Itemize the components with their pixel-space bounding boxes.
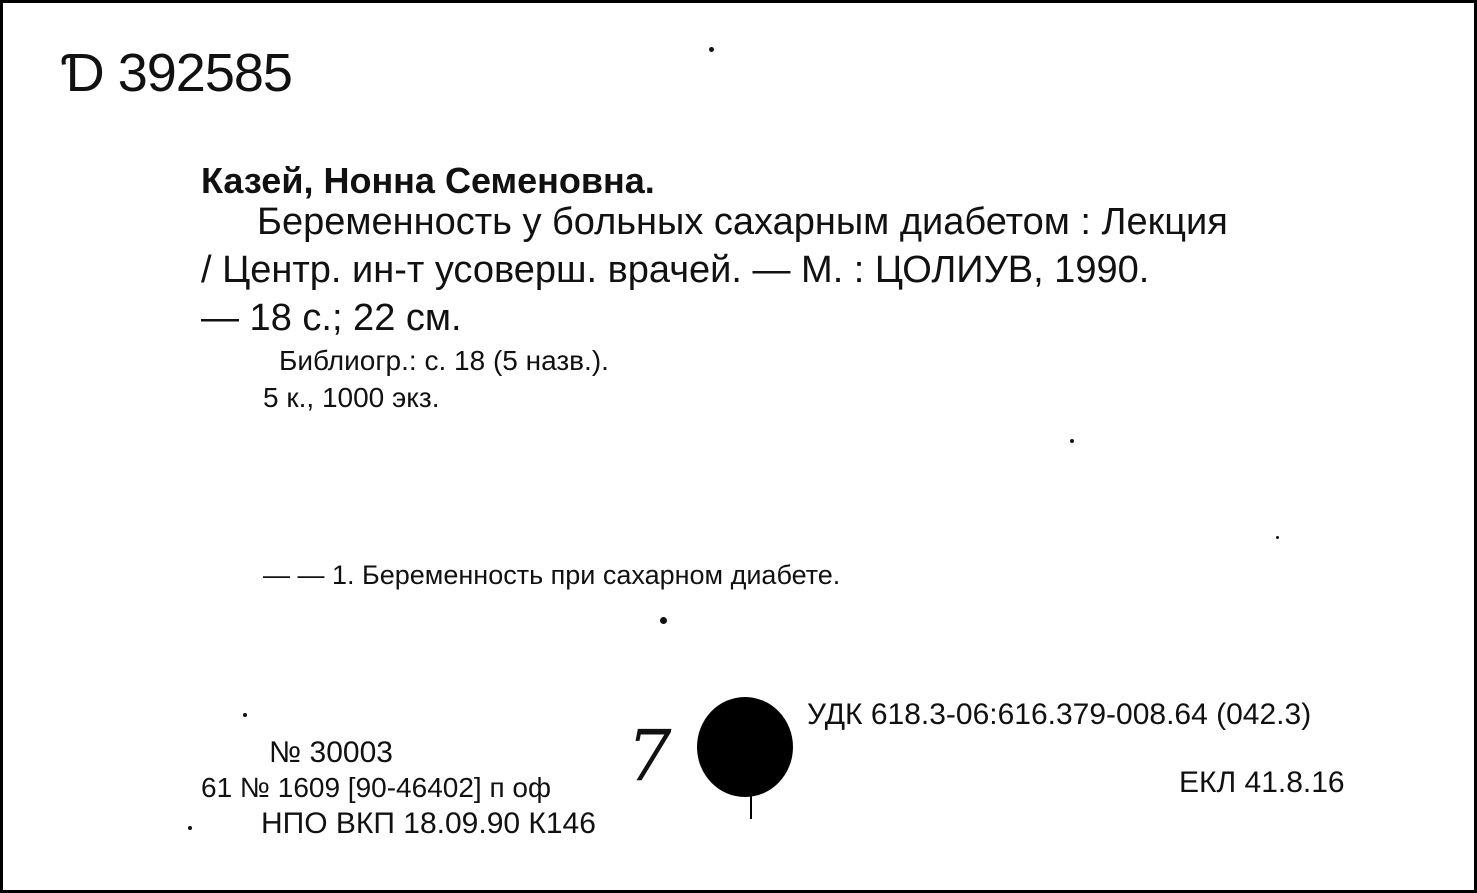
call-number: Ɗ 392585 bbox=[61, 43, 292, 103]
printer-line: НПО ВКП 18.09.90 К146 bbox=[261, 807, 596, 840]
punch-hole-icon bbox=[691, 693, 801, 833]
ekl-classification: ЕКЛ 41.8.16 bbox=[1179, 766, 1345, 799]
title-line-1: Беременность у больных сахарным диабетом : Лекция bbox=[257, 201, 1228, 243]
speck-mark bbox=[709, 47, 714, 52]
udk-classification: УДК 618.3-06:616.379-008.64 (042.3) bbox=[807, 698, 1312, 731]
order-line: 61 № 1609 [90-46402] п оф bbox=[201, 772, 552, 803]
speck-mark bbox=[188, 826, 192, 830]
subject-heading: — — 1. Беременность при сахарном диабете. bbox=[263, 560, 841, 590]
speck-mark bbox=[243, 713, 247, 717]
price-copies: 5 к., 1000 экз. bbox=[263, 382, 440, 413]
author-heading: Казей, Нонна Семеновна. bbox=[201, 160, 655, 201]
speck-mark bbox=[1070, 439, 1074, 443]
speck-mark bbox=[660, 617, 667, 624]
registration-number: № 30003 bbox=[269, 736, 393, 769]
title-line-3: — 18 с.; 22 см. bbox=[201, 297, 462, 339]
handwritten-mark: 7 bbox=[627, 715, 672, 797]
bibliography-note: Библиогр.: с. 18 (5 назв.). bbox=[279, 345, 609, 376]
speck-mark bbox=[1276, 536, 1279, 539]
title-line-2: / Центр. ин-т усоверш. врачей. — М. : ЦОЛИУВ, 1990. bbox=[201, 249, 1150, 291]
